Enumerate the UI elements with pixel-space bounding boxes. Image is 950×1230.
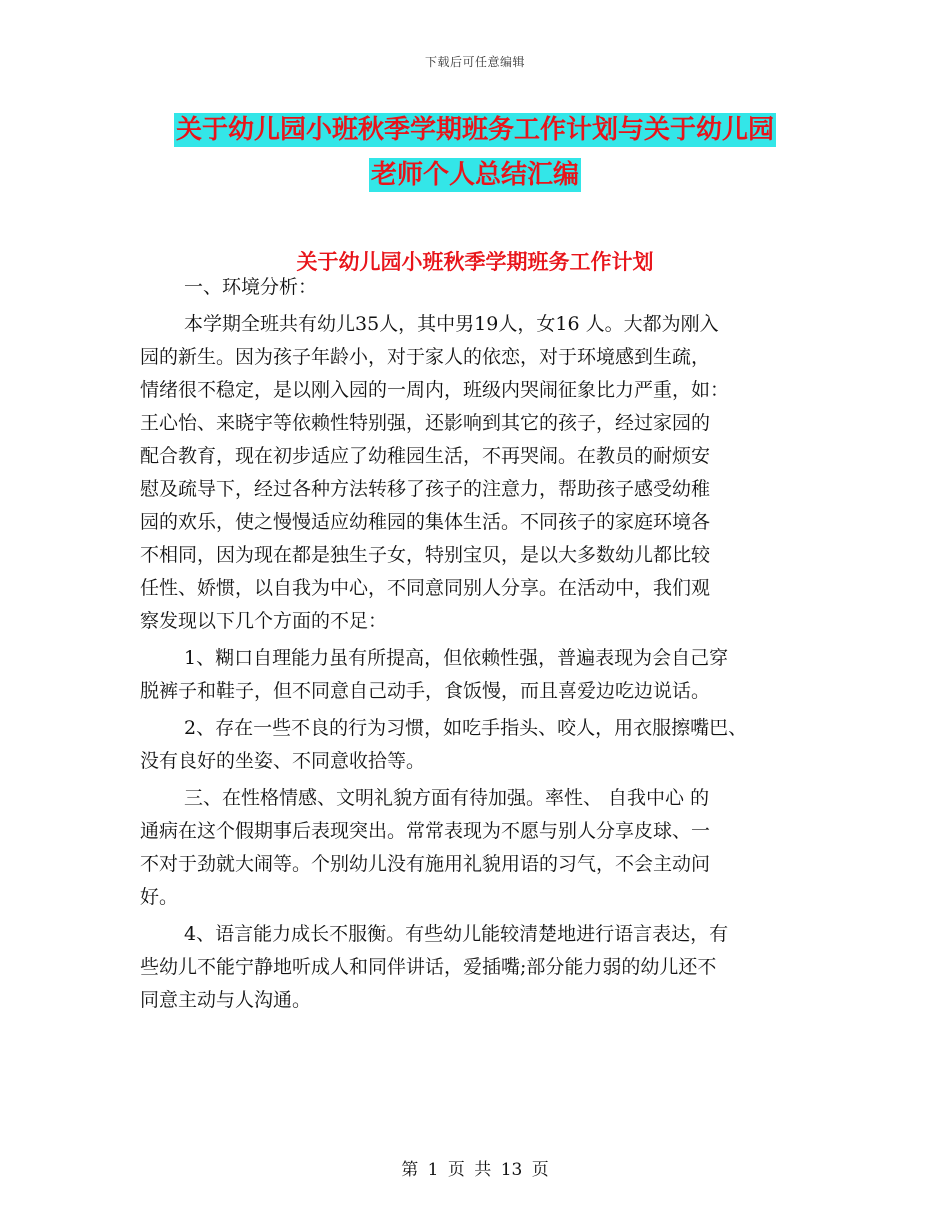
paragraph-line: 不相同，因为现在都是独生子女，特别宝贝，是以大多数幼儿都比较 xyxy=(140,544,711,566)
paragraph-line: 王心怡、来晓宇等依赖性特别强，还影响到其它的孩子，经过家园的 xyxy=(140,412,711,434)
title-line-1: 关于幼儿园小班秋季学期班务工作计划与关于幼儿园 xyxy=(175,115,774,145)
document-title xyxy=(0,108,950,198)
paragraph-line: 本学期全班共有幼儿35人，其中男19人，女16 人。大都为刚入 xyxy=(184,313,719,335)
paragraph-line: 脱裤子和鞋子，但不同意自己动手，食饭慢，而且喜爱边吃边说话。 xyxy=(140,680,711,702)
paragraph-line: 园的欢乐，使之慢慢适应幼稚园的集体生活。不同孩子的家庭环境各 xyxy=(140,511,711,533)
paragraph-line: 配合教育，现在初步适应了幼稚园生活，不再哭闹。在教员的耐烦安 xyxy=(140,445,711,467)
paragraph-line: 同意主动与人沟通。 xyxy=(140,989,312,1011)
paragraph-line: 通病在这个假期事后表现突出。常常表现为不愿与别人分享皮球、一 xyxy=(140,820,711,842)
paragraph-line: 没有良好的坐姿、不同意收拾等。 xyxy=(140,750,426,772)
page-footer: 第 1 页 共 13 页 xyxy=(401,1160,549,1180)
paragraph-line: 察发现以下几个方面的不足： xyxy=(140,610,388,632)
paragraph-line: 任性、娇惯，以自我为中心，不同意同别人分享。在活动中，我们观 xyxy=(140,577,711,599)
section-title: 关于幼儿园小班秋季学期班务工作计划 xyxy=(296,250,654,274)
paragraph-line: 三、在性格情感、文明礼貌方面有待加强。率性、 自我中心 的 xyxy=(184,787,710,809)
paragraph-line: 慰及疏导下，经过各种方法转移了孩子的注意力，帮助孩子感受幼稚 xyxy=(140,478,711,500)
paragraph-line: 4、语言能力成长不服衡。有些幼儿能较清楚地进行语言表达，有 xyxy=(184,923,729,945)
body-text xyxy=(140,271,820,1017)
paragraph-line: 1、糊口自理能力虽有所提高，但依赖性强，普遍表现为会自己穿 xyxy=(184,647,729,669)
paragraph-line: 些幼儿不能宁静地听成人和同伴讲话，爱插嘴;部分能力弱的幼儿还不 xyxy=(140,956,717,978)
paragraph-line: 园的新生。因为孩子年龄小，对于家人的依恋，对于环境感到生疏， xyxy=(140,346,711,368)
paragraph-line: 好。 xyxy=(140,886,179,908)
header-note: 下载后可任意编辑 xyxy=(424,55,525,69)
paragraph-line: 2、存在一些不良的行为习惯，如吃手指头、咬人，用衣服擦嘴巴、 xyxy=(184,717,748,739)
title-line-2: 老师个人总结汇编 xyxy=(370,160,579,190)
paragraph-line: 一、环境分析： xyxy=(184,276,318,298)
paragraph-line: 情绪很不稳定，是以刚入园的一周内，班级内哭闹征象比力严重，如： xyxy=(140,379,730,401)
paragraph-line: 不对于劲就大闹等。个别幼儿没有施用礼貌用语的习气，不会主动问 xyxy=(140,853,711,875)
